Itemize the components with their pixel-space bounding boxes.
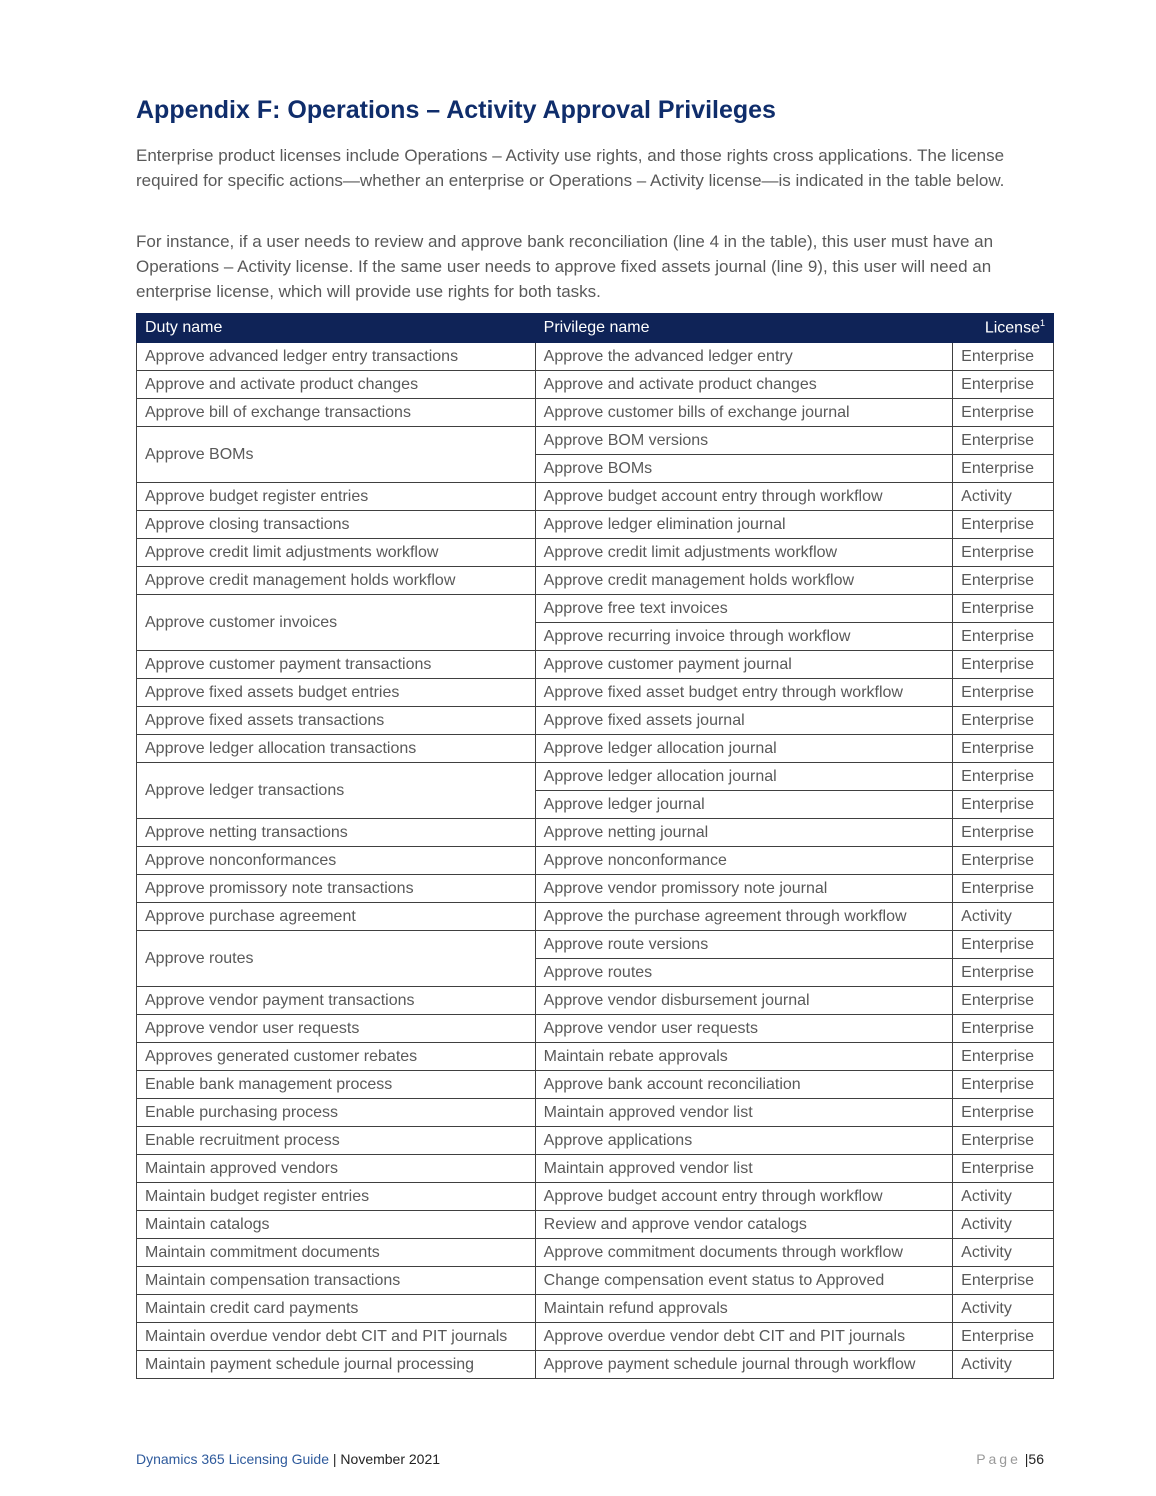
license-cell: Enterprise — [953, 819, 1054, 847]
privilege-name-cell: Approve customer bills of exchange journal — [535, 399, 953, 427]
license-cell: Enterprise — [953, 1155, 1054, 1183]
page-label: Page — [976, 1451, 1021, 1467]
footer-guide-title: Dynamics 365 Licensing Guide — [136, 1451, 329, 1467]
privilege-name-cell: Approve ledger allocation journal — [535, 735, 953, 763]
privilege-name-cell: Approve commitment documents through workflow — [535, 1239, 953, 1267]
duty-name-cell: Approve purchase agreement — [137, 903, 536, 931]
duty-name-cell: Approve netting transactions — [137, 819, 536, 847]
privilege-name-cell: Approve the advanced ledger entry — [535, 343, 953, 371]
license-cell: Activity — [953, 1183, 1054, 1211]
license-cell: Enterprise — [953, 791, 1054, 819]
license-cell: Enterprise — [953, 1015, 1054, 1043]
page-separator: | — [1020, 1451, 1029, 1467]
header-privilege-name: Privilege name — [535, 314, 953, 343]
license-cell: Enterprise — [953, 539, 1054, 567]
table-row — [137, 819, 1054, 847]
duty-name-cell: Approve customer invoices — [137, 595, 536, 651]
table-row — [137, 1267, 1054, 1295]
table-row — [137, 903, 1054, 931]
privilege-name-cell: Change compensation event status to Approved — [535, 1267, 953, 1295]
table-row — [137, 1183, 1054, 1211]
table-row — [137, 1099, 1054, 1127]
license-cell: Enterprise — [953, 371, 1054, 399]
table-row — [137, 1351, 1054, 1379]
privilege-name-cell: Approve ledger journal — [535, 791, 953, 819]
privilege-name-cell: Approve vendor promissory note journal — [535, 875, 953, 903]
license-cell: Enterprise — [953, 847, 1054, 875]
license-cell: Enterprise — [953, 931, 1054, 959]
privilege-name-cell: Approve customer payment journal — [535, 651, 953, 679]
table-row — [137, 483, 1054, 511]
table-row — [137, 1043, 1054, 1071]
footnote-marker: 1 — [1039, 318, 1045, 329]
page-title: Appendix F: Operations – Activity Approval Privileges — [136, 96, 776, 124]
table-row — [137, 539, 1054, 567]
duty-name-cell: Approve budget register entries — [137, 483, 536, 511]
duty-name-cell: Approve customer payment transactions — [137, 651, 536, 679]
table-row — [137, 1015, 1054, 1043]
privilege-name-cell: Approve and activate product changes — [535, 371, 953, 399]
duty-name-cell: Approve closing transactions — [137, 511, 536, 539]
table-row — [137, 1323, 1054, 1351]
duty-name-cell: Approve routes — [137, 931, 536, 987]
license-cell: Activity — [953, 903, 1054, 931]
license-cell: Activity — [953, 1239, 1054, 1267]
license-cell: Enterprise — [953, 427, 1054, 455]
duty-name-cell: Approve vendor payment transactions — [137, 987, 536, 1015]
duty-name-cell: Enable purchasing process — [137, 1099, 536, 1127]
license-cell: Activity — [953, 1351, 1054, 1379]
license-cell: Enterprise — [953, 987, 1054, 1015]
header-license — [953, 314, 1054, 343]
privilege-name-cell: Approve bank account reconciliation — [535, 1071, 953, 1099]
table-row — [137, 399, 1054, 427]
table-row — [137, 427, 1054, 455]
table-row — [137, 763, 1054, 791]
duty-name-cell: Approve fixed assets transactions — [137, 707, 536, 735]
table-row — [137, 931, 1054, 959]
license-cell: Enterprise — [953, 1043, 1054, 1071]
table-row — [137, 1239, 1054, 1267]
privilege-name-cell: Approve budget account entry through workflow — [535, 1183, 953, 1211]
footer-right — [976, 1451, 1044, 1467]
duty-name-cell: Enable bank management process — [137, 1071, 536, 1099]
table-row — [137, 343, 1054, 371]
privilege-name-cell: Approve ledger elimination journal — [535, 511, 953, 539]
license-cell: Enterprise — [953, 455, 1054, 483]
license-cell: Enterprise — [953, 875, 1054, 903]
table-row — [137, 1155, 1054, 1183]
duty-name-cell: Maintain payment schedule journal processing — [137, 1351, 536, 1379]
privilege-name-cell: Approve ledger allocation journal — [535, 763, 953, 791]
privilege-name-cell: Maintain approved vendor list — [535, 1099, 953, 1127]
privileges-table — [136, 313, 1054, 1379]
duty-name-cell: Approve vendor user requests — [137, 1015, 536, 1043]
privilege-name-cell: Approve fixed assets journal — [535, 707, 953, 735]
table-row — [137, 707, 1054, 735]
duty-name-cell: Maintain credit card payments — [137, 1295, 536, 1323]
table-row — [137, 567, 1054, 595]
license-cell: Enterprise — [953, 595, 1054, 623]
license-cell: Enterprise — [953, 511, 1054, 539]
footer-separator: | — [329, 1451, 341, 1467]
table-row — [137, 735, 1054, 763]
table-row — [137, 1295, 1054, 1323]
duty-name-cell: Approves generated customer rebates — [137, 1043, 536, 1071]
license-cell: Enterprise — [953, 651, 1054, 679]
privilege-name-cell: Approve credit limit adjustments workflow — [535, 539, 953, 567]
duty-name-cell: Approve promissory note transactions — [137, 875, 536, 903]
duty-name-cell: Maintain approved vendors — [137, 1155, 536, 1183]
table-row — [137, 679, 1054, 707]
duty-name-cell: Approve credit limit adjustments workflow — [137, 539, 536, 567]
privilege-name-cell: Maintain refund approvals — [535, 1295, 953, 1323]
table-row — [137, 1211, 1054, 1239]
duty-name-cell: Maintain overdue vendor debt CIT and PIT journals — [137, 1323, 536, 1351]
license-cell: Activity — [953, 483, 1054, 511]
privilege-name-cell: Approve BOMs — [535, 455, 953, 483]
license-cell: Enterprise — [953, 763, 1054, 791]
table-row — [137, 987, 1054, 1015]
privilege-name-cell: Approve free text invoices — [535, 595, 953, 623]
license-cell: Activity — [953, 1211, 1054, 1239]
license-cell: Activity — [953, 1295, 1054, 1323]
privilege-name-cell: Approve the purchase agreement through workflow — [535, 903, 953, 931]
license-cell: Enterprise — [953, 567, 1054, 595]
privilege-name-cell: Approve nonconformance — [535, 847, 953, 875]
table-header-row — [137, 314, 1054, 343]
privilege-name-cell: Approve BOM versions — [535, 427, 953, 455]
duty-name-cell: Maintain catalogs — [137, 1211, 536, 1239]
header-license-label: License — [984, 319, 1040, 337]
duty-name-cell: Approve ledger transactions — [137, 763, 536, 819]
duty-name-cell: Maintain budget register entries — [137, 1183, 536, 1211]
license-cell: Enterprise — [953, 1127, 1054, 1155]
license-cell: Enterprise — [953, 399, 1054, 427]
duty-name-cell: Approve ledger allocation transactions — [137, 735, 536, 763]
privilege-name-cell: Approve payment schedule journal through workflow — [535, 1351, 953, 1379]
duty-name-cell: Approve and activate product changes — [137, 371, 536, 399]
license-cell: Enterprise — [953, 1071, 1054, 1099]
privilege-name-cell: Maintain rebate approvals — [535, 1043, 953, 1071]
footer-left — [136, 1451, 440, 1467]
privilege-name-cell: Approve credit management holds workflow — [535, 567, 953, 595]
duty-name-cell: Approve nonconformances — [137, 847, 536, 875]
privilege-name-cell: Review and approve vendor catalogs — [535, 1211, 953, 1239]
privilege-name-cell: Approve vendor disbursement journal — [535, 987, 953, 1015]
duty-name-cell: Approve fixed assets budget entries — [137, 679, 536, 707]
license-cell: Enterprise — [953, 679, 1054, 707]
license-cell: Enterprise — [953, 735, 1054, 763]
table-row — [137, 847, 1054, 875]
duty-name-cell: Maintain compensation transactions — [137, 1267, 536, 1295]
duty-name-cell: Approve bill of exchange transactions — [137, 399, 536, 427]
table-row — [137, 1071, 1054, 1099]
table-row — [137, 595, 1054, 623]
page-number: 56 — [1028, 1451, 1044, 1467]
duty-name-cell: Maintain commitment documents — [137, 1239, 536, 1267]
header-duty-name: Duty name — [137, 314, 536, 343]
intro-paragraph: Enterprise product licenses include Operations – Activity use rights, and those rights cross applications. The license required for specific actions—whether an enterprise or Operations – Activity license—is indicated in the table below. — [136, 146, 1005, 190]
table-row — [137, 651, 1054, 679]
license-cell: Enterprise — [953, 1323, 1054, 1351]
privilege-name-cell: Approve applications — [535, 1127, 953, 1155]
license-cell: Enterprise — [953, 343, 1054, 371]
license-cell: Enterprise — [953, 707, 1054, 735]
duty-name-cell: Approve advanced ledger entry transactions — [137, 343, 536, 371]
footer-date: November 2021 — [340, 1451, 441, 1467]
privilege-name-cell: Approve fixed asset budget entry through workflow — [535, 679, 953, 707]
privilege-name-cell: Maintain approved vendor list — [535, 1155, 953, 1183]
example-paragraph: For instance, if a user needs to review and approve bank reconciliation (line 4 in the table), this user must have an Operations – Activity license. If the same user needs to approve fixed assets journal (line 9), this user will need an enterprise license, which will provide use rights for both tasks. — [136, 232, 994, 301]
privilege-name-cell: Approve vendor user requests — [535, 1015, 953, 1043]
table-body — [137, 343, 1054, 1379]
license-cell: Enterprise — [953, 623, 1054, 651]
privilege-name-cell: Approve budget account entry through workflow — [535, 483, 953, 511]
license-cell: Enterprise — [953, 1099, 1054, 1127]
table-row — [137, 371, 1054, 399]
privilege-name-cell: Approve overdue vendor debt CIT and PIT journals — [535, 1323, 953, 1351]
duty-name-cell: Approve BOMs — [137, 427, 536, 483]
privilege-name-cell: Approve routes — [535, 959, 953, 987]
table-row — [137, 1127, 1054, 1155]
duty-name-cell: Approve credit management holds workflow — [137, 567, 536, 595]
table-row — [137, 511, 1054, 539]
privilege-name-cell: Approve route versions — [535, 931, 953, 959]
duty-name-cell: Enable recruitment process — [137, 1127, 536, 1155]
license-cell: Enterprise — [953, 1267, 1054, 1295]
privilege-name-cell: Approve netting journal — [535, 819, 953, 847]
table-row — [137, 875, 1054, 903]
privilege-name-cell: Approve recurring invoice through workflow — [535, 623, 953, 651]
license-cell: Enterprise — [953, 959, 1054, 987]
